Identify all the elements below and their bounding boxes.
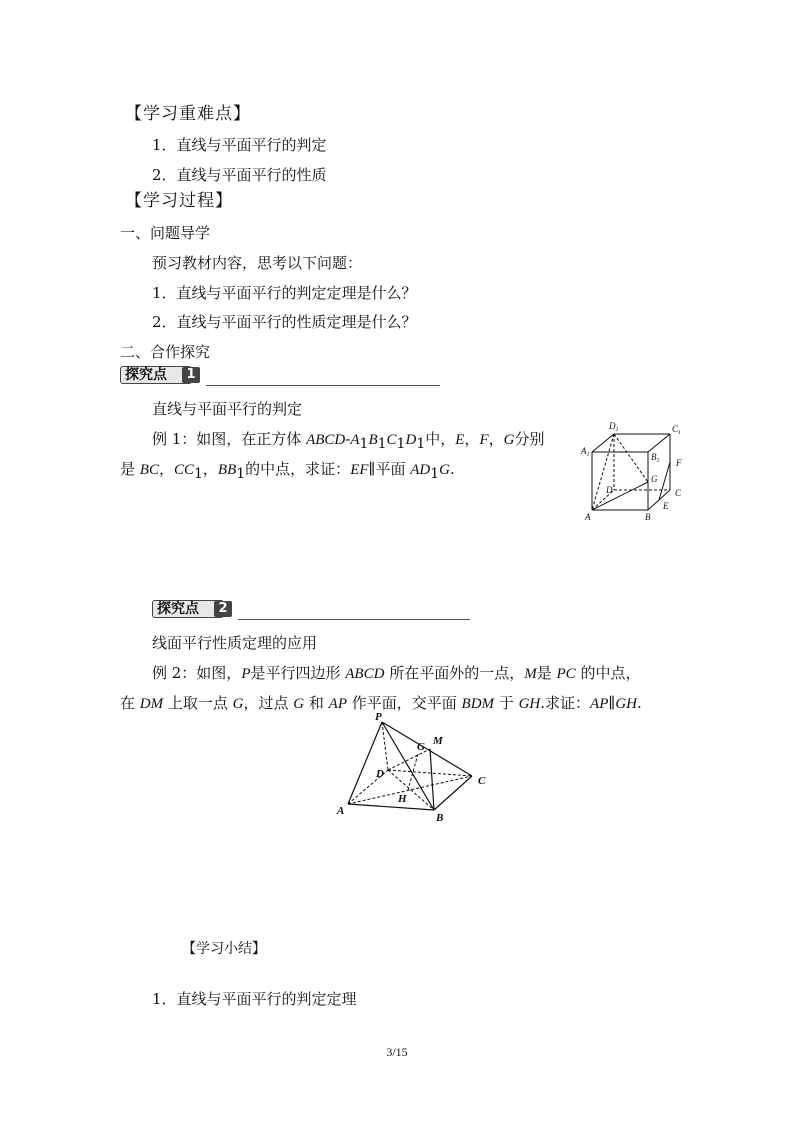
explore-badge-2-number: 2: [214, 601, 232, 617]
example1-line2: 是 BC，$CC_1$，$BB_1$的中点，求证：EF∥平面 $AD_1G$.: [120, 460, 455, 482]
example1-line1: 例 1：如图，在正方体 ABCD-$A_1B_1C_1D_1$中，E，F，G分别: [152, 430, 545, 452]
explore2-topic: 线面平行性质定理的应用: [152, 634, 318, 652]
svg-text:D: D: [376, 768, 384, 780]
pyramid-figure: [332, 708, 502, 826]
explore-badge-1-label: 探究点: [120, 366, 192, 384]
part2-heading: 二、合作探究: [120, 343, 211, 361]
explore-badge-1-rule: [206, 385, 440, 386]
example2-line1: 例 2：如图，P是平行四边形 ABCD 所在平面外的一点，M是 PC 的中点，: [152, 664, 641, 682]
svg-text:B: B: [436, 812, 444, 824]
svg-text:D1: $D_1$: [609, 421, 619, 433]
svg-text:P: P: [375, 711, 382, 723]
page-number: 3/15: [386, 1045, 408, 1059]
explore-badge-2-label: 探究点: [152, 600, 224, 618]
explore-badge-1: [120, 366, 440, 386]
svg-text:B1: $B_1$: [651, 452, 660, 464]
part1-heading: 一、问题导学: [120, 224, 211, 242]
question-2: 2．直线与平面平行的性质定理是什么？: [152, 313, 417, 331]
svg-text:F: F: [676, 458, 682, 468]
svg-text:G: G: [651, 474, 658, 484]
svg-text:H: H: [398, 793, 407, 805]
svg-text:A: A: [585, 512, 591, 522]
explore-badge-1-number: 1: [182, 367, 200, 383]
svg-text:D: D: [606, 485, 613, 495]
svg-text:C1: $C_1$: [672, 424, 682, 436]
heading-summary: 【学习小结】: [182, 941, 266, 957]
part1-intro: 预习教材内容，思考以下问题：: [152, 254, 363, 272]
svg-text:C: C: [675, 488, 682, 498]
summary-item-1: 1．直线与平面平行的判定定理: [152, 990, 357, 1008]
key-point-2: 2．直线与平面平行的性质: [152, 166, 327, 184]
svg-text:G: G: [417, 741, 425, 753]
key-point-1: 1．直线与平面平行的判定: [152, 136, 327, 154]
cube-figure: [578, 418, 698, 526]
svg-text:E: E: [663, 501, 669, 511]
svg-text:C: C: [478, 775, 486, 787]
question-1: 1．直线与平面平行的判定定理是什么？: [152, 284, 417, 302]
explore1-topic: 直线与平面平行的判定: [152, 400, 303, 418]
svg-text:A1: $A_1$: [581, 446, 590, 458]
heading-key-points: 【学习重难点】: [125, 104, 251, 124]
svg-text:A: A: [337, 805, 345, 817]
example2-line2: 在 DM 上取一点 G，过点 G 和 AP 作平面，交平面 BDM 于 GH.求证：AP∥GH.: [120, 694, 642, 712]
svg-text:B: B: [645, 512, 651, 522]
explore-badge-2-rule: [238, 619, 470, 620]
svg-text:M: M: [433, 735, 443, 747]
heading-learning-process: 【学习过程】: [125, 191, 233, 211]
explore-badge-2: [152, 600, 470, 620]
